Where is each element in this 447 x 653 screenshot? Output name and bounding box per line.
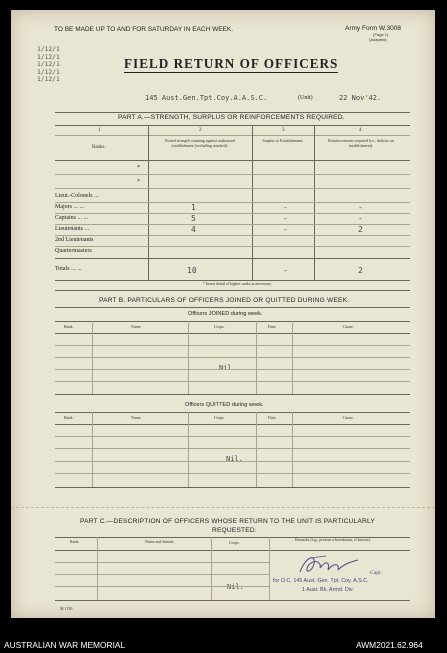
rule — [256, 412, 257, 487]
rule — [269, 537, 270, 600]
signature-block-2: 1 Aust. Bk. Armd. Div. — [302, 587, 354, 593]
rule — [55, 424, 410, 425]
rule — [55, 112, 410, 113]
instruction-text: TO BE MADE UP TO AND FOR SATURDAY IN EACH WEEK. — [54, 26, 234, 33]
col-header: Rank. — [64, 415, 74, 420]
unit-label: (Unit) — [298, 95, 313, 101]
signature — [296, 550, 366, 580]
col-number: 2 — [199, 128, 202, 133]
unit-name: 145 Aust.Gen.Tpt.Coy.A.A.S.C. — [145, 94, 268, 102]
surplus-value: - — [283, 214, 288, 223]
rule — [292, 412, 293, 487]
rule — [55, 357, 410, 358]
reinforcement-value: - — [358, 214, 363, 223]
part-c-title-cont: REQUESTED. — [212, 527, 257, 534]
col-header-ranks: Ranks. — [92, 145, 106, 150]
totals-label: Totals ... ... — [55, 266, 82, 272]
signature-block-1: for O.C. 145 Aust. Gen. Tpt. Coy. A.S.C. — [273, 578, 369, 584]
rank-label: Quartermasters — [55, 248, 92, 254]
stamp-line: 1/12/1 — [37, 61, 60, 69]
rank-label: Captains ... ... — [55, 215, 88, 221]
rule — [55, 307, 410, 308]
rule — [55, 412, 410, 413]
rule — [55, 321, 410, 322]
quitted-title: Officers QUITTED during week. — [185, 402, 264, 408]
surplus-value: - — [283, 203, 288, 212]
footer-accession-number: AWM2021.62.964 — [356, 640, 423, 650]
rule — [55, 246, 410, 247]
col-header-posted: Posted strength counting against authorized establishment (excluding attached). — [165, 138, 235, 148]
rule — [92, 412, 93, 487]
rule — [55, 290, 410, 291]
rule — [55, 448, 410, 449]
col-header: Cause. — [343, 415, 354, 420]
rule — [55, 258, 410, 259]
col-header: Remarks (e.g., present whereabouts, if known). — [295, 537, 371, 542]
rule — [55, 202, 410, 203]
rank-label: 2nd Lieutenants — [55, 237, 94, 243]
rule — [292, 321, 293, 394]
footnote: * Insert detail of higher ranks as necessary. — [203, 281, 272, 286]
form-code: M 1150 — [60, 606, 73, 611]
col-header: Date. — [268, 415, 277, 420]
rule — [55, 436, 410, 437]
fold-crease — [11, 507, 435, 508]
rule — [92, 321, 93, 394]
signature-rank: Capt. — [370, 570, 382, 576]
col-header: Rank. — [70, 539, 80, 544]
asterisk-mark: * — [137, 165, 140, 171]
page-number: (Page 1) — [373, 32, 389, 37]
rule — [55, 235, 410, 236]
joined-title: Officers JOINED during week. — [188, 311, 263, 317]
rule — [55, 188, 410, 189]
rule — [55, 174, 410, 175]
rule — [55, 345, 410, 346]
rank-label: Lieutenants ... — [55, 226, 89, 232]
rule — [188, 321, 189, 394]
rule — [55, 586, 269, 587]
col-number: 1 — [98, 128, 101, 133]
col-header: Corps. — [214, 415, 225, 420]
col-header: Name and Initials. — [145, 539, 175, 544]
rule — [188, 412, 189, 487]
rule — [55, 574, 269, 575]
rank-label: Majors ... ... — [55, 204, 84, 210]
stamp-line: 1/12/1 — [37, 46, 60, 53]
rule — [55, 333, 410, 334]
rule — [55, 381, 410, 382]
col-header: Date. — [268, 324, 277, 329]
quitted-nil: Nil. — [226, 455, 243, 463]
col-header: Name. — [131, 415, 142, 420]
rule — [211, 537, 212, 600]
rule — [55, 160, 410, 161]
return-date: 22 Nov'42. — [339, 94, 382, 102]
stamp-line: 1/12/1 — [37, 53, 60, 61]
col-header-surplus: Surplus to Establishment. — [262, 138, 304, 143]
asterisk-mark: * — [137, 179, 140, 185]
posted-value: 5 — [191, 214, 196, 223]
rule — [256, 321, 257, 394]
rule — [55, 135, 410, 136]
stamp-line: 1/12/1 — [37, 68, 60, 76]
form-title: FIELD RETURN OF OFFICERS — [124, 56, 339, 71]
col-number: 3 — [282, 128, 285, 133]
col-header: Corps. — [214, 324, 225, 329]
army-form-number: Army Form W.3008 — [345, 25, 401, 32]
adapted-note: (Adapted) — [369, 37, 387, 42]
footer-institution: AUSTRALIAN WAR MEMORIAL — [4, 640, 126, 650]
stamp-line: 1/12/1 — [37, 76, 60, 84]
col-number: 4 — [359, 128, 362, 133]
part-c-nil: Nil. — [227, 583, 244, 591]
reinforcement-value: 2 — [358, 225, 363, 234]
rule — [55, 125, 410, 126]
rule — [55, 213, 410, 214]
part-a-title: PART A.—STRENGTH, SURPLUS OR REINFORCEMENTS REQUIRED. — [118, 114, 345, 121]
rule — [55, 487, 410, 488]
rule — [55, 224, 410, 225]
joined-nil: Nil. — [219, 364, 236, 372]
col-header: Cause. — [343, 324, 354, 329]
col-header-reinforcements: Reinforcements required (i.e., deficits on establishment). — [328, 138, 394, 148]
rule — [97, 537, 98, 600]
part-c-title: PART C.—DESCRIPTION OF OFFICERS WHOSE RETURN TO THE UNIT IS PARTICULARLY — [80, 518, 375, 525]
col-header: Name. — [131, 324, 142, 329]
part-b-title: PART B. PARTICULARS OF OFFICERS JOINED OR QUITTED DURING WEEK. — [99, 297, 350, 304]
rank-label: Lieut.-Colonels ... — [55, 193, 99, 199]
reinforcement-value: - — [358, 203, 363, 212]
rule — [55, 461, 410, 462]
total-reinforcements: 2 — [358, 266, 363, 275]
stamp-block — [37, 46, 77, 84]
rule — [55, 473, 410, 474]
rule — [55, 369, 410, 370]
total-surplus: - — [283, 266, 288, 275]
total-posted: 10 — [187, 266, 197, 275]
posted-value: 4 — [191, 225, 196, 234]
rule — [55, 600, 410, 601]
col-header: Corps. — [229, 540, 240, 545]
surplus-value: - — [283, 225, 288, 234]
posted-value: 1 — [191, 203, 196, 212]
rule — [55, 394, 410, 395]
rule — [55, 562, 269, 563]
col-header: Rank. — [64, 324, 74, 329]
